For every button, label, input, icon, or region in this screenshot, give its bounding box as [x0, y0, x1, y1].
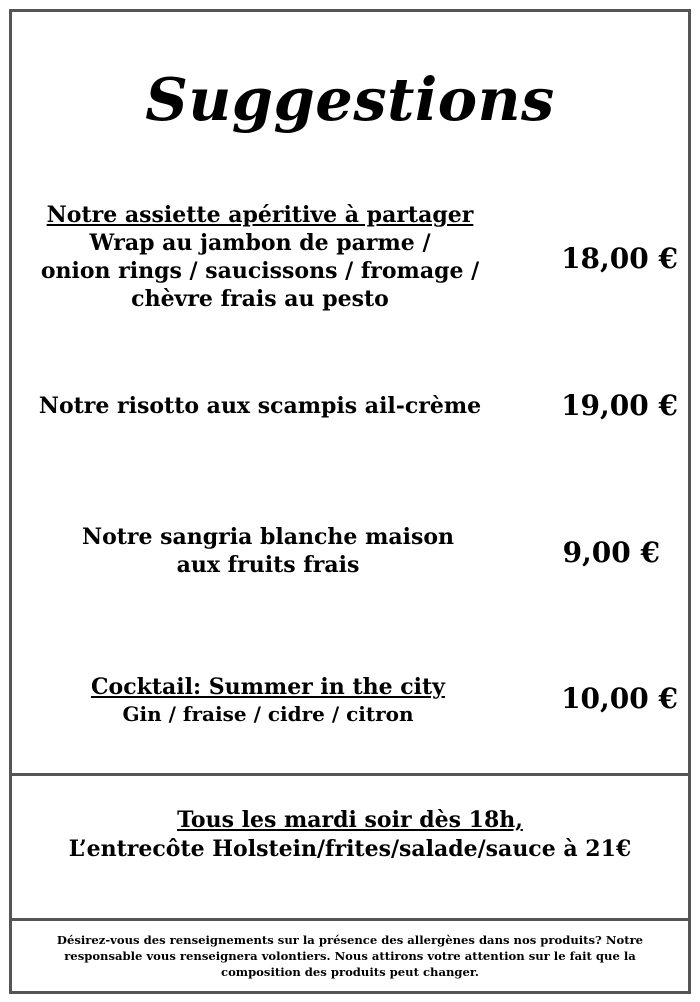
- menu-item-line: chèvre frais au pesto: [131, 286, 389, 312]
- menu-item-description: [8, 673, 528, 727]
- menu-item-price: 19,00 €: [561, 389, 678, 422]
- menu-item-line: Notre sangria blanche maison: [81, 524, 455, 550]
- menu-item-price: 10,00 €: [561, 682, 678, 715]
- page-title: Suggestions: [145, 65, 555, 134]
- weekly-promo: [0, 806, 700, 864]
- menu-item-heading: Notre assiette apéritive à partager: [46, 202, 474, 228]
- menu-item-line: Wrap au jambon de parme /: [89, 230, 431, 256]
- menu-item-line: aux fruits frais: [176, 552, 360, 578]
- menu-item-line: Notre risotto aux scampis ail-crème: [38, 393, 482, 419]
- menu-item-description: [8, 523, 528, 579]
- menu-item-description: [0, 392, 520, 420]
- promo-offer: L’entrecôte Holstein/frites/salade/sauce à 21€: [68, 836, 632, 862]
- menu-item-price: 18,00 €: [561, 242, 678, 275]
- section-divider: [12, 773, 688, 776]
- menu-item-description: [0, 201, 520, 313]
- section-divider: [12, 918, 688, 921]
- allergen-notice: Désirez-vous des renseignements sur la présence des allergènes dans nos produits? Notre responsable vous renseignera volontiers. Nous attirons votre attention sur le fait que la composition des produits peut changer.: [56, 933, 644, 979]
- menu-item-line: onion rings / saucissons / fromage /: [40, 258, 480, 284]
- promo-heading: Tous les mardi soir dès 18h,: [177, 807, 523, 833]
- menu-item-price: 9,00 €: [562, 536, 660, 569]
- menu-item-heading: Cocktail: Summer in the city: [91, 674, 445, 700]
- menu-item-line: Gin / fraise / cidre / citron: [122, 702, 414, 726]
